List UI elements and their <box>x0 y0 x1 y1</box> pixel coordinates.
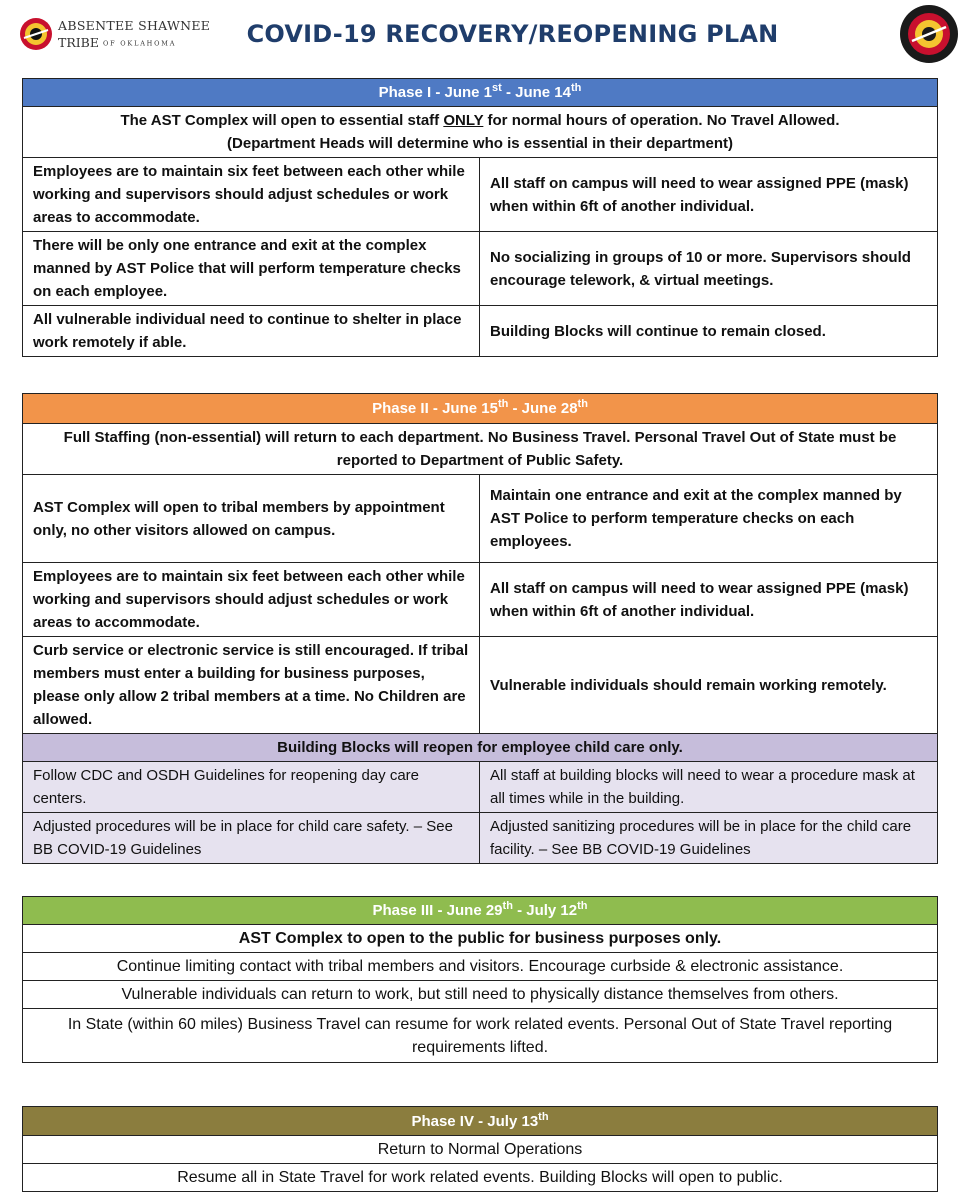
phase-2-row-1-left: AST Complex will open to tribal members by appointment only, no other visitors allowed on campus. <box>23 475 480 563</box>
phase-1-row-2-left: There will be only one entrance and exit at the complex manned by AST Police that will perform temperature checks on each employee. <box>23 232 480 306</box>
phase-1-row-1-left: Employees are to maintain six feet between each other while working and supervisors should adjust schedules or work areas to accommodate. <box>23 158 480 232</box>
phase-1-intro: The AST Complex will open to essential staff ONLY for normal hours of operation. No Travel Allowed. (Department Heads will determine who is essential in their department) <box>23 107 938 158</box>
phase-3-row-1: AST Complex to open to the public for business purposes only. <box>23 925 938 953</box>
phase-1-row-3-right: Building Blocks will continue to remain closed. <box>480 306 938 357</box>
phase-4-row-2: Resume all in State Travel for work related events. Building Blocks will open to public. <box>23 1164 938 1192</box>
tribe-logo <box>18 16 211 56</box>
phase-2-intro: Full Staffing (non-essential) will return to each department. No Business Travel. Personal Travel Out of State must be reported to Department of Public Safety. <box>23 424 938 475</box>
phase-3-row-3: Vulnerable individuals can return to work, but still need to physically distance themselves from others. <box>23 981 938 1009</box>
phase-4-row-1: Return to Normal Operations <box>23 1136 938 1164</box>
page-title: COVID-19 RECOVERY/REOPENING PLAN <box>246 20 779 48</box>
phase-2-row-2-right: All staff on campus will need to wear assigned PPE (mask) when within 6ft of another individual. <box>480 563 938 637</box>
tribe-seal-icon <box>18 16 54 52</box>
phase-3-table <box>22 896 938 1063</box>
building-blocks-row-2-left: Adjusted procedures will be in place for child care safety. – See BB COVID-19 Guidelines <box>23 813 480 864</box>
phase-4-header: Phase IV - July 13th <box>23 1107 938 1136</box>
phase-4-table <box>22 1106 938 1192</box>
phase-2-table <box>22 393 938 864</box>
building-blocks-row-2-right: Adjusted sanitizing procedures will be in place for the child care facility. – See BB COVID-19 Guidelines <box>480 813 938 864</box>
emergency-management-logo-icon <box>898 3 960 65</box>
phase-3-header: Phase III - June 29th - July 12th <box>23 897 938 925</box>
building-blocks-header: Building Blocks will reopen for employee child care only. <box>23 734 938 762</box>
phase-1-row-2-right: No socializing in groups of 10 or more. Supervisors should encourage telework, & virtual meetings. <box>480 232 938 306</box>
phase-1-header: Phase I - June 1st - June 14th <box>23 79 938 107</box>
tribe-logo-subtitle: TRIBE OF OKLAHOMA <box>58 35 177 50</box>
building-blocks-row-1-left: Follow CDC and OSDH Guidelines for reopening day care centers. <box>23 762 480 813</box>
phase-2-header: Phase II - June 15th - June 28th <box>23 394 938 424</box>
tribe-logo-name: ABSENTEE SHAWNEE <box>58 18 211 33</box>
phase-2-row-2-left: Employees are to maintain six feet between each other while working and supervisors should adjust schedules or work areas to accommodate. <box>23 563 480 637</box>
phase-2-row-3-right: Vulnerable individuals should remain working remotely. <box>480 637 938 734</box>
phase-1-row-3-left: All vulnerable individual need to continue to shelter in place work remotely if able. <box>23 306 480 357</box>
phase-1-row-1-right: All staff on campus will need to wear assigned PPE (mask) when within 6ft of another individual. <box>480 158 938 232</box>
phase-2-row-1-right: Maintain one entrance and exit at the complex manned by AST Police to perform temperature checks on each employees. <box>480 475 938 563</box>
phase-3-row-4: In State (within 60 miles) Business Travel can resume for work related events. Personal Out of State Travel reporting requirements lifted. <box>23 1009 938 1063</box>
building-blocks-row-1-right: All staff at building blocks will need to wear a procedure mask at all times while in the building. <box>480 762 938 813</box>
phase-2-row-3-left: Curb service or electronic service is still encouraged. If tribal members must enter a building for business purposes, please only allow 2 tribal members at a time. No Children are allowed. <box>23 637 480 734</box>
phase-1-table <box>22 78 938 357</box>
page-header <box>0 0 965 78</box>
phase-3-row-2: Continue limiting contact with tribal members and visitors. Encourage curbside & electronic assistance. <box>23 953 938 981</box>
